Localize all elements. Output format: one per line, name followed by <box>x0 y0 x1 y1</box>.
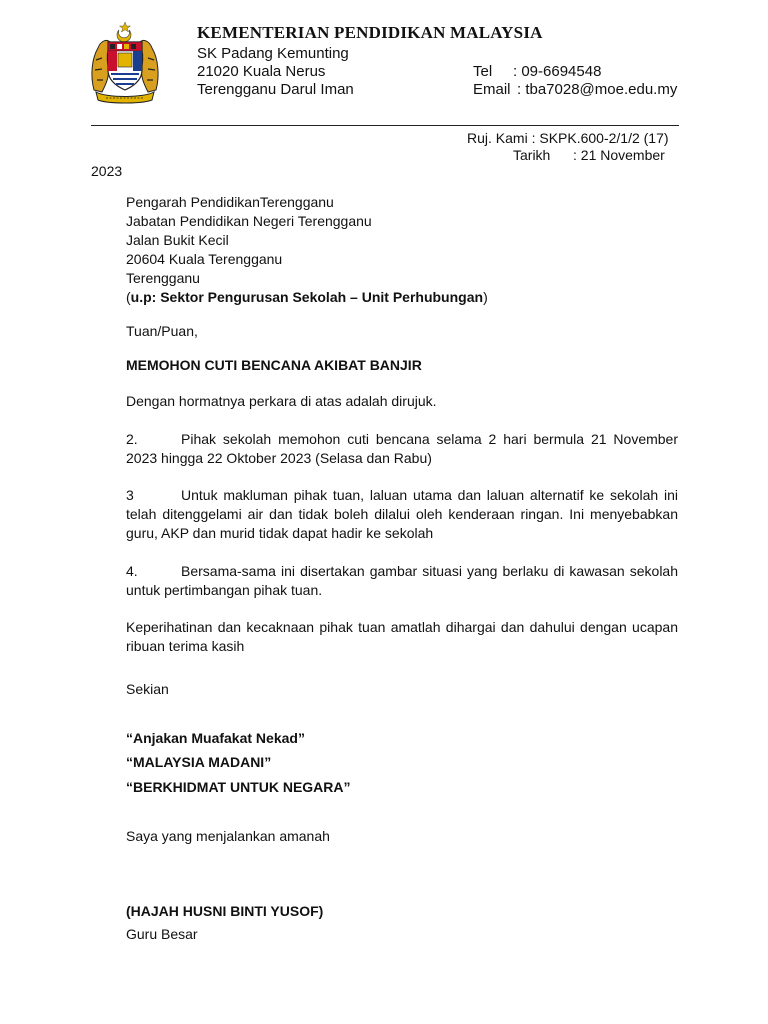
numbered-paragraph: 3 Untuk makluman pihak tuan, laluan utama dan laluan alternatif ke sekolah ini telah ditenggelami air dan tidak boleh dilalui oleh kenderaan ringan. Ini menyebabkan guru, AKP dan murid tidak dapat hadir ke sekolah <box>126 487 678 541</box>
motto-line: “BERKHIDMAT UNTUK NEGARA” <box>126 779 351 795</box>
numbered-paragraph: 4. Bersama-sama ini disertakan gambar situasi yang berlaku di kawasan sekolah untuk pertimbangan pihak tuan. <box>126 563 678 598</box>
closing-paragraph: Keperihatinan dan kecaknaan pihak tuan amatlah dihargai dan dahului dengan ucapan ribuan terima kasih <box>126 619 678 654</box>
malaysia-coat-of-arms-icon <box>86 20 164 104</box>
motto-line: “MALAYSIA MADANI” <box>126 754 272 770</box>
date-value: : 21 November <box>573 147 665 163</box>
date-label: Tarikh <box>513 147 551 163</box>
address-line: 21020 Kuala Nerus <box>197 63 326 80</box>
email-label: Email <box>473 81 511 98</box>
school-name: SK Padang Kemunting <box>197 45 349 62</box>
intro-paragraph: Dengan hormatnya perkara di atas adalah dirujuk. <box>126 393 437 409</box>
recipient-line: Jalan Bukit Kecil <box>126 232 229 248</box>
recipient-line: Pengarah PendidikanTerengganu <box>126 194 334 210</box>
ministry-title: KEMENTERIAN PENDIDIKAN MALAYSIA <box>197 23 543 42</box>
motto-line: “Anjakan Muafakat Nekad” <box>126 730 305 746</box>
signatory-name: (HAJAH HUSNI BINTI YUSOF) <box>126 903 324 919</box>
recipient-line: Terengganu <box>126 270 200 286</box>
numbered-paragraph: 2. Pihak sekolah memohon cuti bencana selama 2 hari bermula 21 November 2023 hingga 22 Oktober 2023 (Selasa dan Rabu) <box>126 431 678 466</box>
amanah-line: Saya yang menjalankan amanah <box>126 828 330 844</box>
subject-heading: MEMOHON CUTI BENCANA AKIBAT BANJIR <box>126 357 422 373</box>
recipient-line: 20604 Kuala Terengganu <box>126 251 283 267</box>
reference-number: Ruj. Kami : SKPK.600-2/1/2 (17) <box>467 130 669 146</box>
attention-line: (u.p: Sektor Pengurusan Sekolah – Unit Perhubungan) <box>126 289 488 305</box>
address-line: Terengganu Darul Iman <box>197 81 354 98</box>
sekian: Sekian <box>126 681 169 697</box>
header-divider <box>91 125 679 126</box>
tel-label: Tel <box>473 63 493 80</box>
email-value: : tba7028@moe.edu.my <box>517 81 678 98</box>
salutation: Tuan/Puan, <box>126 323 198 339</box>
recipient-line: Jabatan Pendidikan Negeri Terengganu <box>126 213 372 229</box>
tel-value: : 09-6694548 <box>513 63 602 80</box>
date-year: 2023 <box>91 163 123 179</box>
signatory-title: Guru Besar <box>126 926 198 942</box>
